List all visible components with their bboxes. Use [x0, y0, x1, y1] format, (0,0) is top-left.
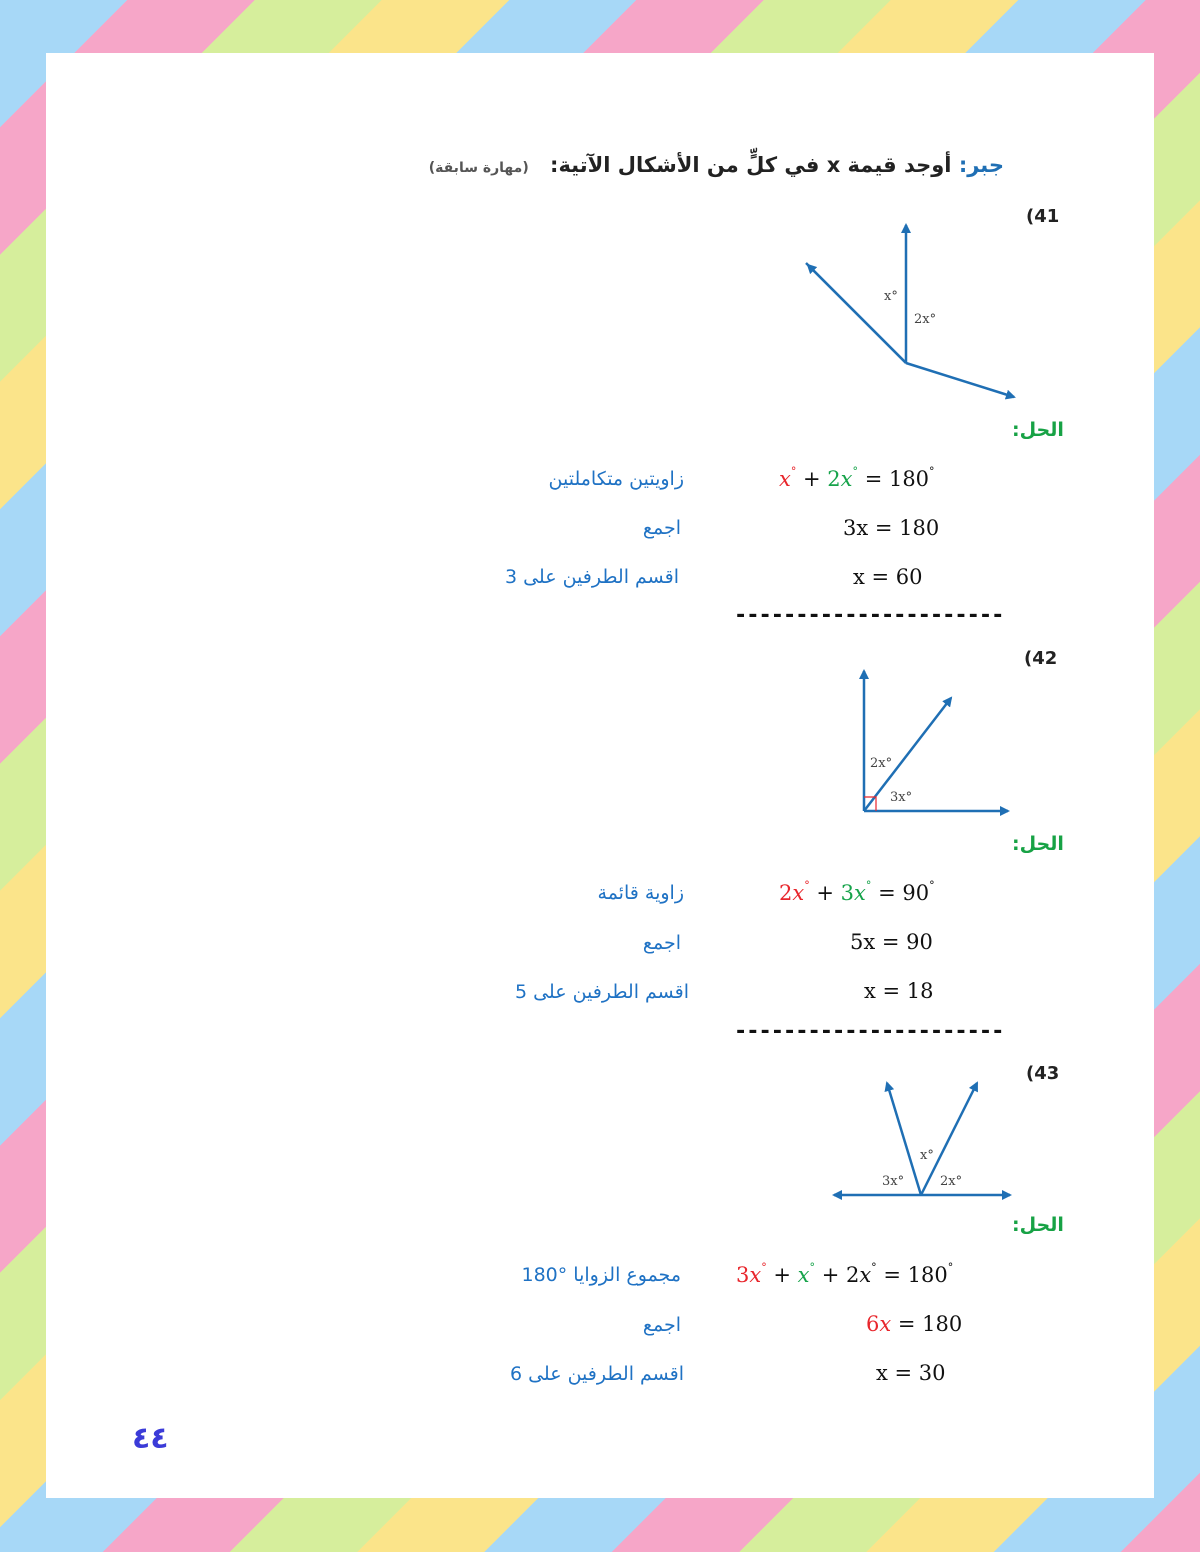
step-reason: مجموع الزوايا °180 [521, 1264, 681, 1286]
step-equation: x = 60 [853, 565, 923, 589]
section-tag: جبر: [958, 153, 1004, 177]
problem-43-number: (43 [1026, 1063, 1060, 1084]
solution-label: الحل: [1012, 419, 1064, 441]
step-equation: 6x = 180 [866, 1312, 963, 1336]
angle-label: x° [920, 1148, 934, 1163]
worksheet-page [46, 53, 1154, 1498]
solution-label: الحل: [1012, 833, 1064, 855]
step-equation: 5x = 90 [850, 930, 933, 954]
step-equation: x = 30 [876, 1361, 946, 1385]
page-number: ٤٤ [132, 1421, 169, 1456]
step-reason: اجمع [642, 932, 681, 954]
skill-label: (مهارة سابقة) [428, 160, 529, 176]
problem-43-figure [826, 1075, 1016, 1210]
angle-label: 2x° [870, 756, 893, 771]
angle-label: x° [884, 289, 898, 304]
step-reason: زاوية قائمة [597, 882, 684, 904]
solution-label: الحل: [1012, 1214, 1064, 1236]
step-equation: 3x = 180 [843, 516, 940, 540]
angle-label: 3x° [882, 1174, 905, 1189]
angle-label: 2x° [940, 1174, 963, 1189]
problem-42-figure [846, 661, 1026, 821]
problem-41-number: (41 [1026, 206, 1060, 227]
instruction-header [429, 153, 1004, 177]
step-equation: 2x° + 3x° = 90° [779, 879, 935, 905]
angle-label: 3x° [890, 790, 913, 805]
instruction-text: أوجد قيمة x في كلٍّ من الأشكال الآتية: [550, 153, 952, 177]
step-equation: 3x° + x° + 2x° = 180° [736, 1261, 954, 1287]
problem-41-figure [786, 213, 1046, 403]
separator: ---------------------- [734, 1019, 1004, 1044]
step-equation: x = 18 [864, 979, 934, 1003]
step-reason: زاويتين متكاملتين [548, 468, 684, 490]
step-reason: اقسم الطرفين على 3 [504, 566, 679, 588]
step-reason: اقسم الطرفين على 5 [514, 981, 689, 1003]
problem-42-number: (42 [1024, 648, 1058, 669]
separator: ---------------------- [734, 603, 1004, 628]
step-equation: x° + 2x° = 180° [779, 465, 935, 491]
angle-label: 2x° [914, 312, 937, 327]
step-reason: اقسم الطرفين على 6 [509, 1363, 684, 1385]
step-reason: اجمع [642, 1314, 681, 1336]
step-reason: اجمع [642, 517, 681, 539]
